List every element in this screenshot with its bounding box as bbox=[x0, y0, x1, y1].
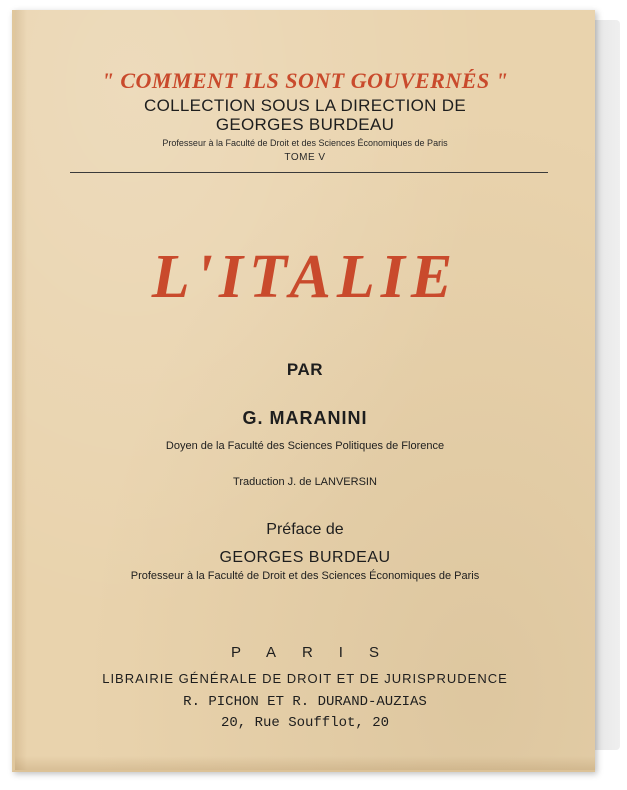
book-title: L'ITALIE bbox=[151, 243, 459, 311]
preface-author: GEORGES BURDEAU bbox=[219, 549, 391, 566]
series-director: GEORGES BURDEAU bbox=[215, 115, 395, 134]
tome-number: TOME V bbox=[284, 152, 326, 163]
collection-line: COLLECTION SOUS LA DIRECTION DE bbox=[144, 96, 466, 115]
publisher-city: PARIS bbox=[231, 644, 405, 661]
publisher-address: 20, Rue Soufflot, 20 bbox=[220, 715, 390, 731]
divider-rule bbox=[70, 172, 548, 173]
author-name: G. MARANINI bbox=[242, 408, 368, 428]
preface-author-title: Professeur à la Faculté de Droit et des Sciences Économiques de Paris bbox=[130, 570, 480, 582]
cover-bottom-edge bbox=[15, 756, 595, 770]
by-label: PAR bbox=[286, 360, 324, 379]
preface-label: Préface de bbox=[266, 521, 344, 538]
publisher-owners: R. PICHON ET R. DURAND-AUZIAS bbox=[183, 694, 427, 710]
publisher-name: LIBRAIRIE GÉNÉRALE DE DROIT ET DE JURISPRUDENCE bbox=[102, 671, 508, 686]
series-title: " COMMENT ILS SONT GOUVERNÉS " bbox=[101, 68, 509, 93]
series-director-title: Professeur à la Faculté de Droit et des Sciences Économiques de Paris bbox=[162, 138, 448, 148]
book-cover bbox=[12, 10, 595, 772]
author-title: Doyen de la Faculté des Sciences Politiques de Florence bbox=[165, 440, 445, 452]
translator-credit: Traduction J. de LANVERSIN bbox=[233, 476, 377, 488]
